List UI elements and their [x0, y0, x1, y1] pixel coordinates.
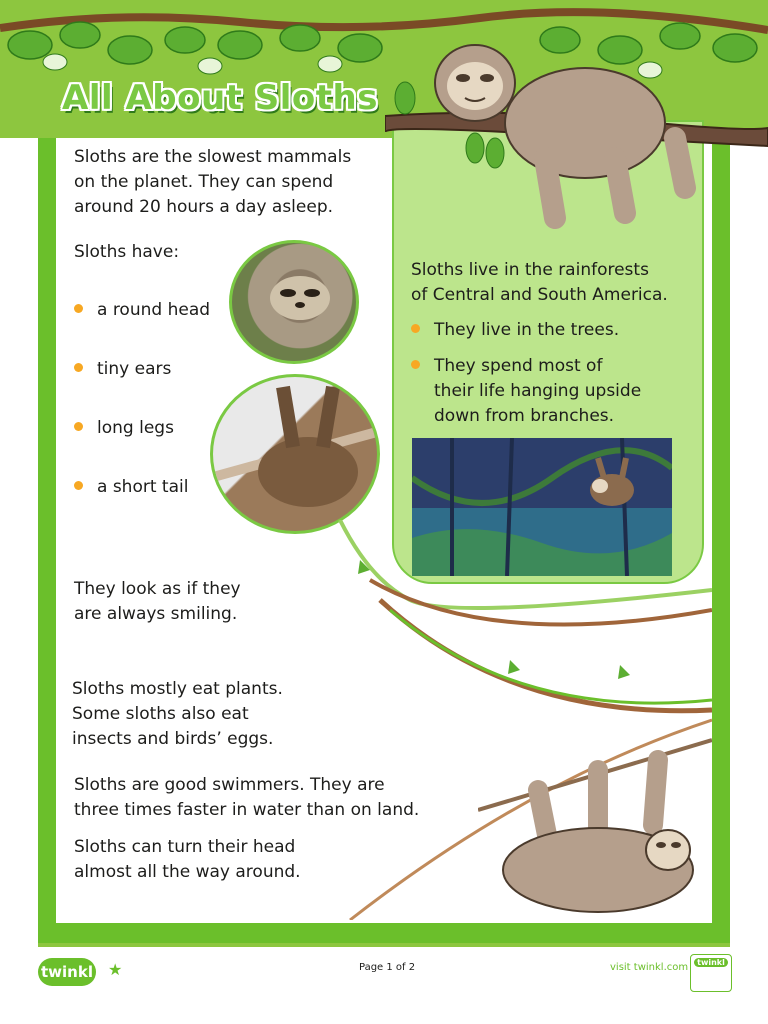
- bullet-dot: [411, 360, 420, 369]
- feature-item: a short tail: [74, 477, 188, 497]
- bullet-dot: [74, 481, 83, 490]
- intro-text: Sloths are the slowest mammals on the planet. They can spend around 20 hours a day asleep.: [74, 147, 352, 217]
- habitat-intro: Sloths live in the rainforests of Central and South America.: [411, 260, 668, 305]
- page-number: Page 1 of 2: [359, 962, 416, 973]
- page-title: All About Sloths: [62, 78, 378, 118]
- star-icon: ★: [108, 960, 123, 979]
- feature-item: a round head: [74, 300, 210, 320]
- diet-fact: Sloths mostly eat plants. Some sloths also eat insects and birds’ eggs.: [72, 679, 283, 749]
- visit-link[interactable]: visit twinkl.com: [610, 962, 689, 973]
- feature-item: long legs: [74, 418, 174, 438]
- bullet-dot: [74, 363, 83, 372]
- habitat-bullet: They live in the trees.: [411, 318, 619, 343]
- feature-item: tiny ears: [74, 359, 171, 379]
- swim-fact: Sloths are good swimmers. They are three times faster in water than on land.: [74, 775, 420, 820]
- smile-fact: They look as if they are always smiling.: [74, 579, 241, 624]
- twinkl-logo[interactable]: twinkl: [38, 958, 96, 986]
- footer-line: [38, 943, 730, 947]
- head-fact: Sloths can turn their head almost all the way around.: [74, 837, 301, 882]
- bullet-dot: [74, 422, 83, 431]
- quality-badge: twinkl: [690, 954, 732, 992]
- sloth-hanging-illustration: [478, 730, 712, 920]
- features-heading: Sloths have:: [74, 242, 180, 262]
- sloth-on-branch-illustration: [385, 28, 768, 238]
- bullet-dot: [74, 304, 83, 313]
- sloth-hanging-photo: [210, 374, 380, 534]
- sloth-face-photo: [229, 240, 359, 364]
- habitat-bullet: They spend most of their life hanging upside down from branches.: [411, 354, 641, 429]
- bullet-dot: [411, 324, 420, 333]
